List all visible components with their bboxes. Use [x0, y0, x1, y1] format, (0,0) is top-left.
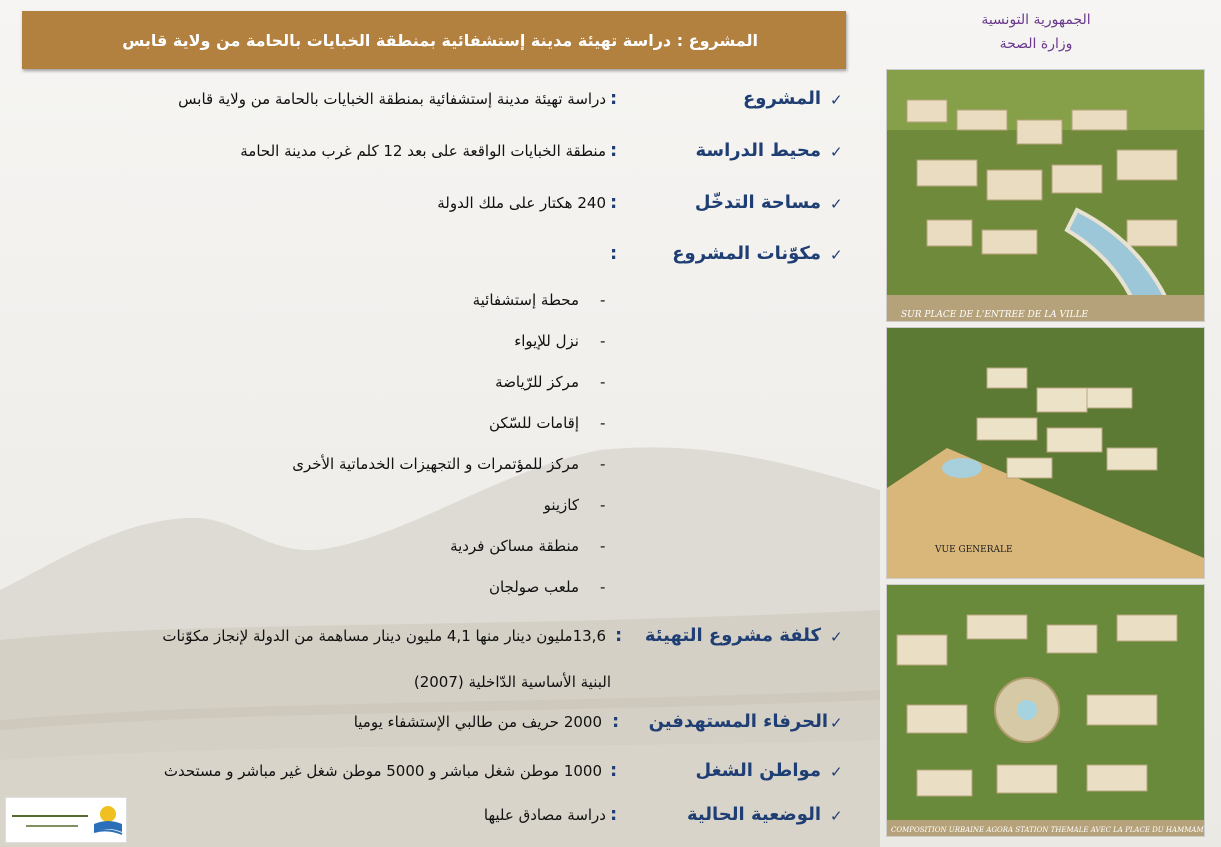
- component-item: ملعب صولجان: [488, 578, 579, 596]
- colon: :: [610, 804, 618, 825]
- banner-title: المشروع : دراسة تهيئة مدينة إستشفائية بمنطقة الخبايات بالحامة من ولاية قابس: [122, 30, 758, 50]
- component-item: محطة إستشفائية: [472, 291, 579, 309]
- component-item: كازينو: [543, 496, 579, 514]
- bullet-dash: -: [600, 291, 606, 309]
- organization-logo: [5, 797, 127, 843]
- label-status: الوضعية الحالية: [687, 804, 821, 825]
- label-components: مكوّنات المشروع: [672, 243, 821, 264]
- label-study-area: محيط الدراسة: [695, 140, 821, 161]
- check-icon: ✓: [830, 763, 843, 781]
- value-clients: 2000 حريف من طالبي الإستشفاء يوميا: [353, 713, 602, 731]
- bullet-dash: -: [600, 537, 606, 555]
- label-jobs: مواطن الشغل: [695, 760, 821, 781]
- value-surface: 240 هكتار على ملك الدولة: [437, 194, 606, 212]
- photo-caption: VUE GENERALE: [935, 545, 1013, 555]
- component-item: إقامات للسّكن: [488, 414, 579, 432]
- component-item: نزل للإيواء: [514, 332, 579, 350]
- value-cost: 13,6مليون دينار منها 4,1 مليون دينار مساهمة من الدولة لإنجاز مكوّنات: [162, 627, 606, 645]
- component-item: منطقة مساكن فردية: [450, 537, 579, 555]
- colon: :: [610, 243, 618, 264]
- bullet-dash: -: [600, 373, 606, 391]
- project-banner: [22, 11, 846, 69]
- republic-name: الجمهورية التونسية: [981, 12, 1091, 28]
- ministry-header: [851, 0, 1221, 74]
- value-status: دراسة مصادق عليها: [483, 806, 606, 824]
- aerial-rendering-general-view: [886, 327, 1205, 579]
- colon: :: [615, 625, 623, 646]
- value-project: دراسة تهيئة مدينة إستشفائية بمنطقة الخبايات بالحامة من ولاية قابس: [178, 90, 606, 108]
- bullet-dash: -: [600, 578, 606, 596]
- colon: :: [612, 711, 620, 732]
- photo-caption: COMPOSITION URBAINE AGORA STATION THEMALE AVEC LA PLACE DU HAMMAM: [891, 826, 1204, 834]
- bullet-dash: -: [600, 414, 606, 432]
- check-icon: ✓: [830, 714, 843, 732]
- colon: :: [610, 140, 618, 161]
- check-icon: ✓: [830, 628, 843, 646]
- label-surface: مساحة التدخّل: [694, 192, 821, 213]
- component-item: مركز للمؤتمرات و التجهيزات الخدماتية الأخرى: [292, 455, 579, 473]
- bullet-dash: -: [600, 332, 606, 350]
- value-study-area: منطقة الخبايات الواقعة على بعد 12 كلم غرب مدينة الحامة: [240, 142, 606, 160]
- value-jobs: 1000 موطن شغل مباشر و 5000 موطن شغل غير مباشر و مستحدث: [163, 762, 602, 780]
- colon: :: [610, 760, 618, 781]
- check-icon: ✓: [830, 807, 843, 825]
- check-icon: ✓: [830, 143, 843, 161]
- bullet-dash: -: [600, 455, 606, 473]
- label-project: المشروع: [743, 88, 821, 109]
- aerial-rendering-entrance: [886, 69, 1205, 322]
- label-clients: الحرفاء المستهدفين: [648, 711, 828, 732]
- value-cost-line2: البنية الأساسية الدّاخلية (2007): [413, 673, 611, 691]
- ministry-name: وزارة الصحة: [999, 36, 1073, 52]
- photo-caption: SUR PLACE DE L'ENTREE DE LA VILLE: [901, 310, 1089, 320]
- check-icon: ✓: [830, 91, 843, 109]
- colon: :: [610, 88, 618, 109]
- component-item: مركز للرّياضة: [495, 373, 579, 391]
- check-icon: ✓: [830, 246, 843, 264]
- bullet-dash: -: [600, 496, 606, 514]
- check-icon: ✓: [830, 195, 843, 213]
- aerial-rendering-agora: [886, 584, 1205, 837]
- colon: :: [610, 192, 618, 213]
- label-cost: كلفة مشروع التهيئة: [644, 625, 821, 646]
